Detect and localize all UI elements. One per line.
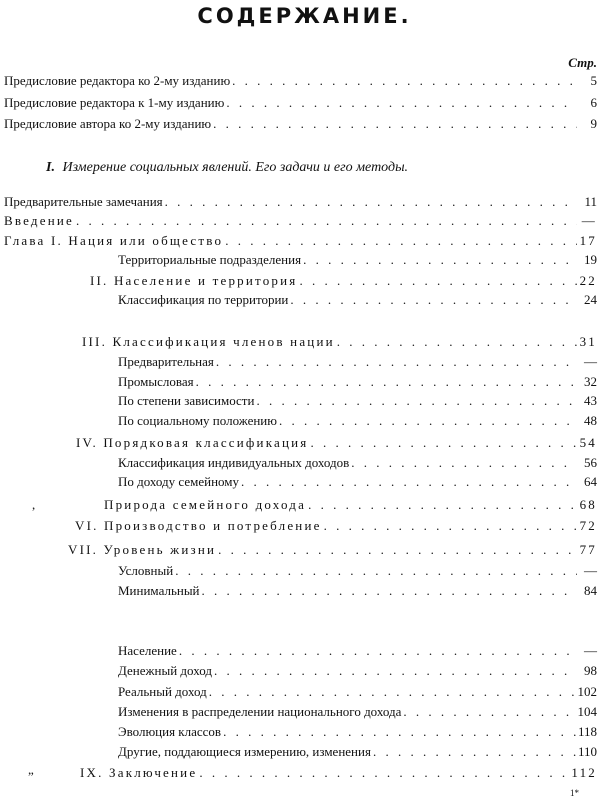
- toc-entry[interactable]: [118, 251, 597, 269]
- page-column-header: Стр.: [568, 55, 597, 70]
- toc-entry-page: 77: [579, 542, 597, 557]
- leader-dots: [403, 703, 575, 721]
- toc-entry[interactable]: [118, 473, 597, 491]
- leader-dots: [218, 541, 577, 559]
- leader-dots: [308, 496, 577, 514]
- toc-entry-label: III. Классификация членов нации: [82, 334, 335, 349]
- toc-entry-page: —: [584, 563, 597, 578]
- toc-entry[interactable]: [118, 662, 597, 680]
- toc-entry[interactable]: [118, 454, 597, 472]
- leader-dots: [202, 582, 577, 600]
- toc-entry-label: Предисловие редактора к 1-му изданию: [4, 95, 225, 110]
- toc-entry-label: Минимальный: [118, 583, 200, 598]
- toc-entry[interactable]: [75, 517, 597, 535]
- toc-entry[interactable]: [4, 193, 597, 211]
- toc-entry[interactable]: [118, 703, 597, 721]
- toc-entry[interactable]: [80, 764, 597, 782]
- toc-entry-label: Территориальные подразделения: [118, 252, 302, 267]
- toc-entry-page: 56: [584, 455, 597, 470]
- toc-entry[interactable]: [90, 272, 597, 290]
- toc-entry-page: 64: [584, 474, 597, 489]
- toc-entry-label: Классификация индивидуальных доходов: [118, 455, 350, 470]
- leader-dots: [337, 333, 577, 351]
- page-footnote: 1*: [570, 788, 579, 798]
- toc-entry[interactable]: [118, 642, 597, 660]
- toc-entry[interactable]: [82, 333, 597, 351]
- toc-entry-page: 6: [590, 95, 597, 110]
- leader-dots: [226, 94, 577, 112]
- margin-mark: ,: [32, 497, 36, 512]
- leader-dots: [196, 373, 577, 391]
- leader-dots: [256, 392, 577, 410]
- leader-dots: [216, 353, 577, 371]
- toc-entry-label: Изменения в распределении национального дохода: [118, 704, 402, 719]
- leader-dots: [223, 723, 576, 741]
- toc-entry-label: II. Население и территория: [90, 273, 298, 288]
- leader-dots: [241, 473, 577, 491]
- section-title: Измерение социальных явлений. Его задачи и его методы.: [62, 160, 409, 175]
- toc-entry[interactable]: [4, 115, 597, 133]
- leader-dots: [76, 212, 577, 230]
- toc-entry[interactable]: [118, 392, 597, 410]
- leader-dots: [199, 764, 569, 782]
- toc-entry-page: —: [584, 354, 597, 369]
- toc-entry-label: По социальному положению: [118, 413, 277, 428]
- toc-entry-page: 22: [579, 273, 597, 288]
- leader-dots: [324, 517, 577, 535]
- leader-dots: [214, 662, 577, 680]
- section-numeral: I.: [46, 160, 55, 175]
- toc-entry[interactable]: [118, 412, 597, 430]
- leader-dots: [232, 72, 577, 90]
- toc-entry-page: —: [581, 213, 597, 228]
- toc-entry-page: 48: [584, 413, 597, 428]
- toc-entry[interactable]: [4, 212, 597, 230]
- toc-entry-label: Эволюция классов: [118, 724, 222, 739]
- section-heading: [46, 160, 408, 176]
- toc-entry-page: 9: [590, 116, 597, 131]
- leader-dots: [209, 683, 576, 701]
- toc-entry[interactable]: [4, 72, 597, 90]
- toc-entry-label: Предисловие автора ко 2-му изданию: [4, 116, 212, 131]
- toc-entry-page: 68: [579, 497, 597, 512]
- leader-dots: [279, 412, 577, 430]
- toc-entry[interactable]: [118, 723, 597, 741]
- toc-entry-page: 118: [577, 724, 597, 739]
- toc-entry[interactable]: [104, 496, 597, 514]
- toc-entry-page: —: [584, 643, 597, 658]
- toc-entry-page: 54: [579, 435, 597, 450]
- toc-entry-label: Предварительная: [118, 354, 214, 369]
- leader-dots: [299, 272, 577, 290]
- toc-entry[interactable]: [4, 232, 597, 250]
- toc-entry[interactable]: [118, 683, 597, 701]
- toc-entry-page: 110: [577, 744, 597, 759]
- toc-entry[interactable]: [118, 373, 597, 391]
- toc-entry-label: Введение: [4, 213, 74, 228]
- page-title: СОДЕРЖАНИЕ.: [197, 4, 412, 28]
- leader-dots: [303, 251, 577, 269]
- toc-entry-label: Денежный доход: [118, 663, 212, 678]
- toc-entry[interactable]: [76, 434, 597, 452]
- toc-entry-label: IX. Заключение: [80, 765, 198, 780]
- leader-dots: [351, 454, 577, 472]
- toc-entry[interactable]: [118, 291, 597, 309]
- toc-entry-page: 24: [584, 292, 597, 307]
- leader-dots: [165, 193, 577, 211]
- toc-entry-label: Условный: [118, 563, 174, 578]
- toc-entry-label: Предварительные замечания: [4, 194, 163, 209]
- toc-entry-label: Предисловие редактора ко 2-му изданию: [4, 73, 231, 88]
- leader-dots: [175, 562, 577, 580]
- toc-entry[interactable]: [118, 353, 597, 371]
- toc-entry-page: 72: [579, 518, 597, 533]
- leader-dots: [373, 743, 576, 761]
- toc-entry[interactable]: [4, 94, 597, 112]
- toc-entry-label: Другие, поддающиеся измерению, изменения: [118, 744, 371, 759]
- toc-entry-label: По степени зависимости: [118, 393, 255, 408]
- leader-dots: [179, 642, 577, 660]
- toc-entry-page: 98: [584, 663, 597, 678]
- toc-entry-label: VI. Производство и потребление: [75, 518, 322, 533]
- toc-entry-page: 17: [579, 233, 597, 248]
- toc-entry-page: 19: [584, 252, 597, 267]
- toc-entry-page: 11: [584, 194, 597, 209]
- toc-entry-label: Реальный доход: [118, 684, 207, 699]
- toc-entry-label: Природа семейного дохода: [104, 497, 307, 512]
- toc-entry-label: Классификация по территории: [118, 292, 289, 307]
- toc-entry-page: 104: [577, 704, 597, 719]
- toc-entry-label: Население: [118, 643, 177, 658]
- toc-entry-label: VII. Уровень жизни: [68, 542, 217, 557]
- toc-entry-label: Глава I. Нация или общество: [4, 233, 224, 248]
- toc-entry-page: 84: [584, 583, 597, 598]
- toc-entry-page: 5: [590, 73, 597, 88]
- toc-entry-page: 102: [577, 684, 597, 699]
- leader-dots: [225, 232, 577, 250]
- toc-entry-label: По доходу семейному: [118, 474, 240, 489]
- margin-mark: „: [28, 762, 34, 777]
- toc-entry[interactable]: [118, 582, 597, 600]
- toc-entry-page: 43: [584, 393, 597, 408]
- toc-entry-label: IV. Порядковая классификация: [76, 435, 309, 450]
- toc-entry[interactable]: [118, 743, 597, 761]
- toc-entry[interactable]: [118, 562, 597, 580]
- toc-entry-page: 32: [584, 374, 597, 389]
- toc-entry[interactable]: [68, 541, 597, 559]
- toc-entry-label: Промысловая: [118, 374, 194, 389]
- toc-entry-page: 112: [571, 765, 597, 780]
- leader-dots: [290, 291, 577, 309]
- leader-dots: [213, 115, 577, 133]
- toc-entry-page: 31: [579, 334, 597, 349]
- leader-dots: [310, 434, 577, 452]
